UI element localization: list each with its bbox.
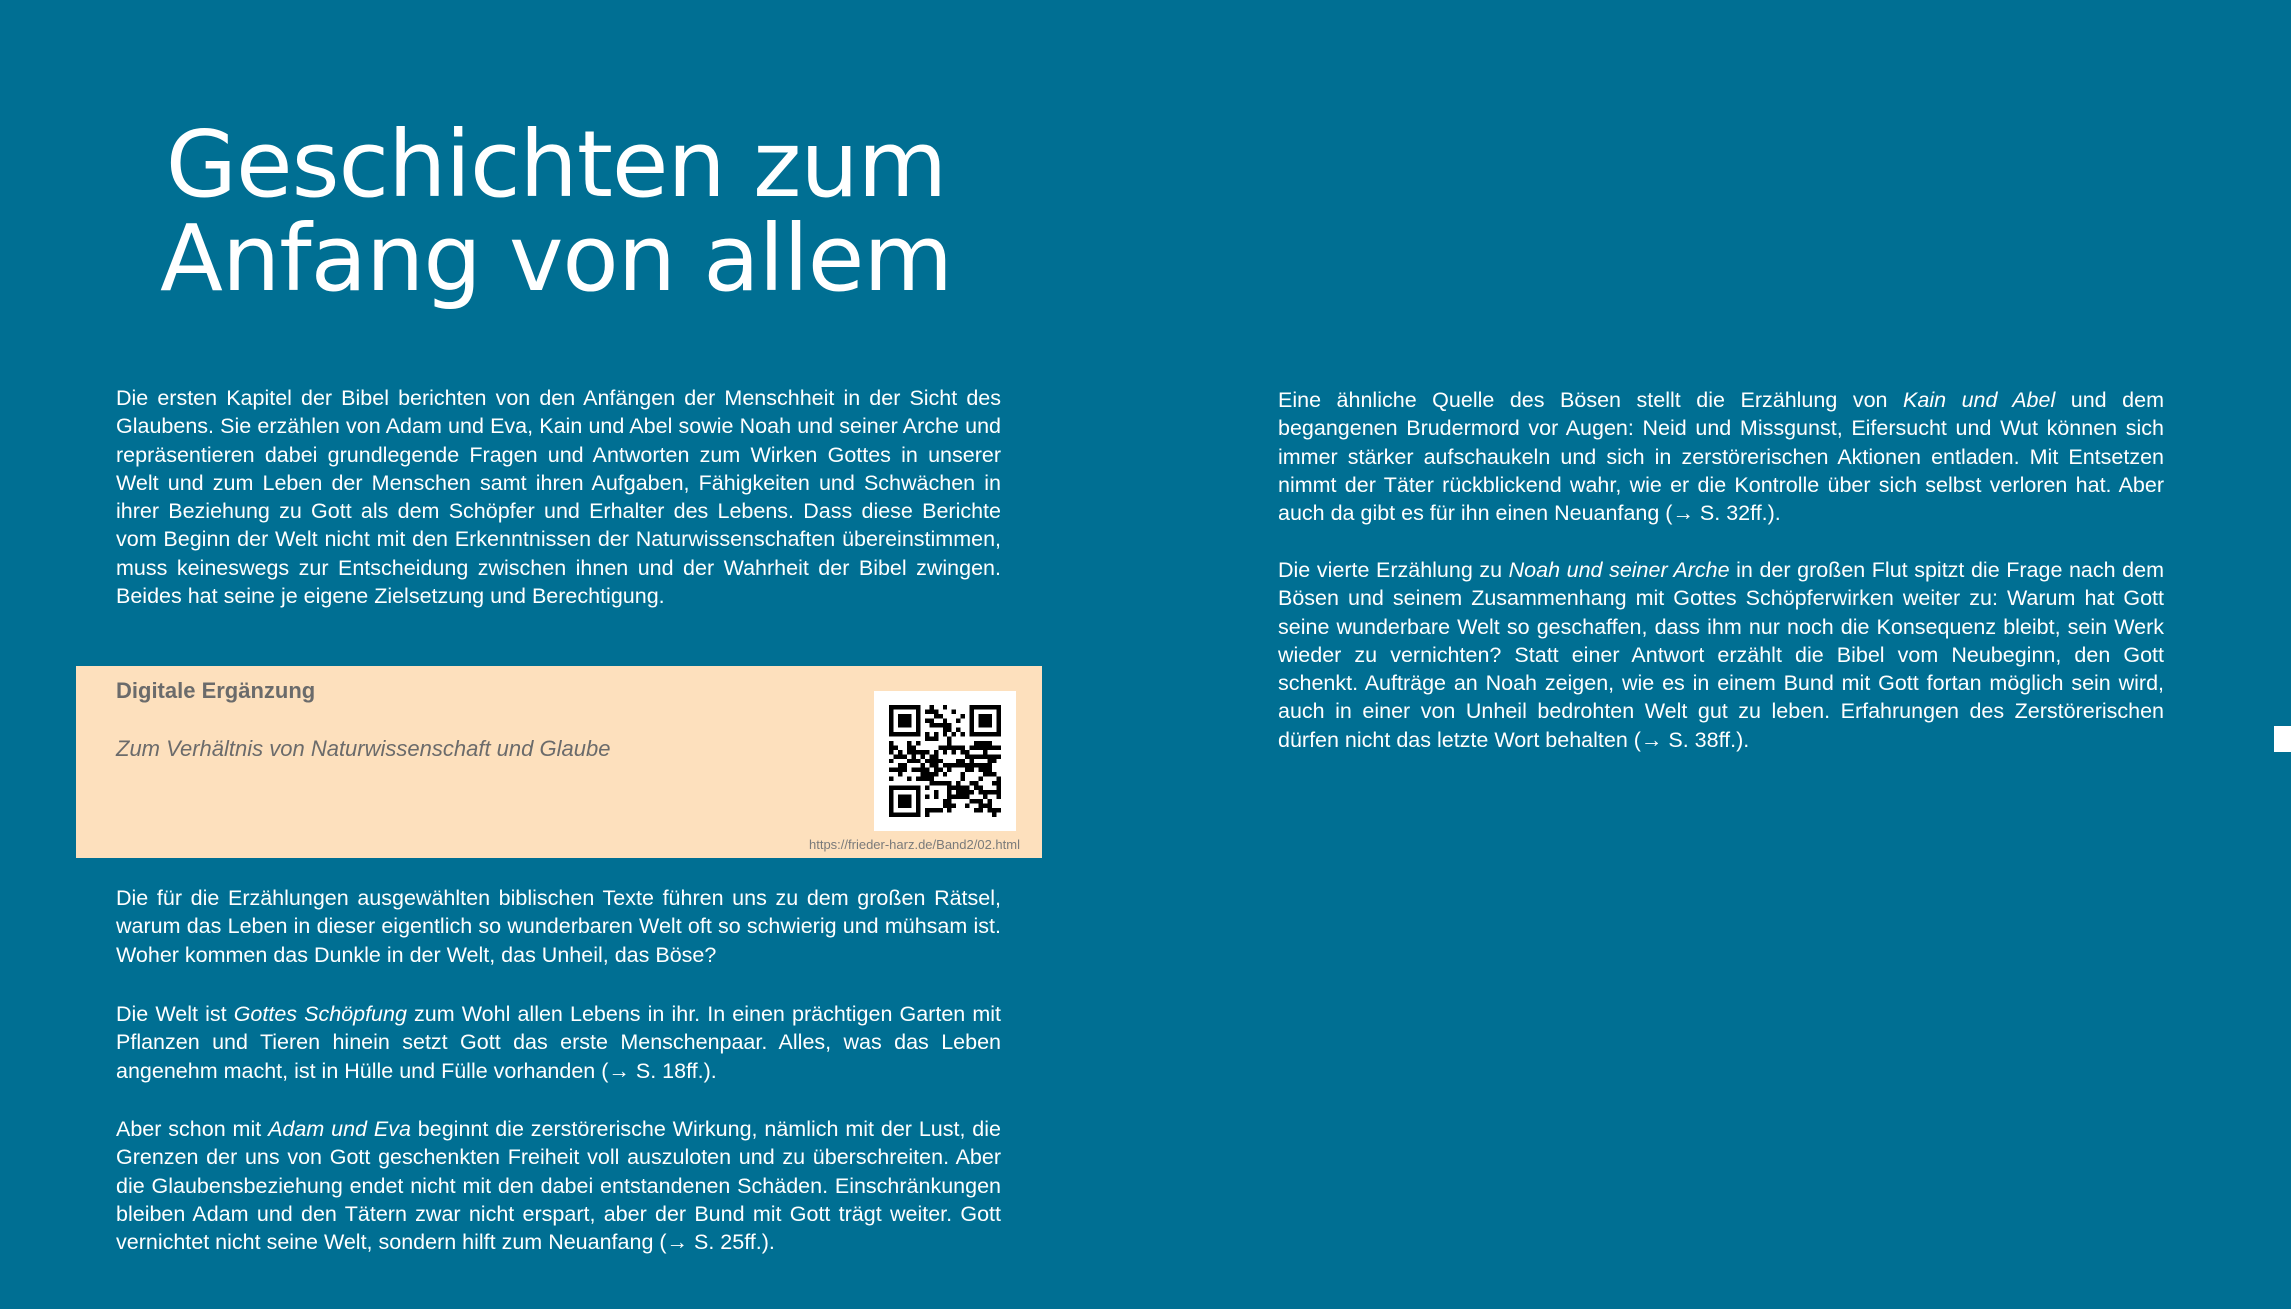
digital-supplement-heading: Digitale Ergänzung bbox=[116, 678, 316, 703]
digital-supplement-url[interactable]: https://frieder-harz.de/Band2/02.html bbox=[808, 837, 1020, 852]
adam-eva-emphasis: Adam und Eva bbox=[268, 1117, 411, 1141]
creation-paragraph-end: zum Wohl allen Lebens in ihr. In einen prächtigen Garten mit Pflanzen und Tieren hinein setzt Gott das erste Menschenpaar. Alles, was das Leben angenehm macht, ist in Hülle und Fülle vorhanden (→ S. 18ff.). bbox=[116, 1002, 1001, 1083]
qr-code-panel[interactable] bbox=[874, 691, 1016, 831]
noah-paragraph bbox=[1278, 556, 2164, 754]
mystery-paragraph: Die für die Erzählungen ausgewählten biblischen Texte führen uns zu dem großen Rätsel, warum das Leben in dieser eigentlich so wunderbaren Welt oft so schwierig und mühsam ist. Woher kommen das Dunkle in der Welt, das Unheil, das Böse? bbox=[116, 886, 1001, 967]
page-edge-marker bbox=[2274, 726, 2291, 752]
noah-paragraph-end: in der großen Flut spitzt die Frage nach dem Bösen und seinem Zusammenhang mit Gottes Schöpferwirken weiter zu: Warum hat Gott seine wunderbare Welt so geschaffen, dass ihm nur noch die Konsequenz bleibt, sein Werk wieder zu vernichten? Statt einer Antwort erzählt die Bibel vom Neubeginn, den Gott schenkt. Aufträge an Noah zeigen, wie es in einem Bund mit Gott fortan möglich sein wird, auch in einer von Unheil bedrohten Welt gut zu leben. Erfahrungen des Zerstörerischen dürfen nicht das letzte Wort behalten (→ S. 38ff.). bbox=[1278, 558, 2164, 752]
kain-abel-paragraph bbox=[1278, 386, 2164, 527]
noah-paragraph-start: Die vierte Erzählung zu bbox=[1278, 558, 1509, 582]
digital-supplement-link[interactable]: Zum Verhältnis von Naturwissenschaft und Glaube bbox=[116, 736, 611, 761]
kain-abel-paragraph-end: und dem begangenen Brudermord vor Augen: Neid und Missgunst, Eifersucht und Wut können sich immer stärker aufschaukeln und sich in zerstörerischen Aktionen entladen. Mit Entsetzen nimmt der Täter rückblickend wahr, wie er die Kontrolle über sich selbst verloren hat. Aber auch da gibt es für ihn einen Neuanfang (→ S. 32ff.). bbox=[1278, 388, 2164, 526]
page-title-line-2: Anfang von allem bbox=[160, 205, 952, 312]
page-title bbox=[116, 111, 996, 312]
adam-eva-paragraph-start: Aber schon mit bbox=[116, 1117, 269, 1141]
page-title-line-1: Geschichten zum bbox=[165, 111, 947, 218]
noah-emphasis: Noah und seiner Arche bbox=[1508, 558, 1730, 582]
kain-abel-paragraph-start: Eine ähnliche Quelle des Bösen stellt die Erzählung von bbox=[1278, 388, 1904, 412]
adam-eva-paragraph bbox=[116, 1115, 1001, 1256]
adam-eva-paragraph-end: beginnt die zerstörerische Wirkung, nämlich mit der Lust, die Grenzen der uns von Gott geschenkten Freiheit voll auszuloten und zu überschreiten. Aber die Glaubensbeziehung endet nicht mit den dabei entstandenen Schäden. Einschränkungen bleiben Adam und den Tätern zwar nicht erspart, aber der Bund mit Gott trägt weiter. Gott vernichtet nicht seine Welt, sondern hilft zum Neuanfang (→ S. 25ff.). bbox=[116, 1117, 1001, 1255]
creation-paragraph bbox=[116, 1000, 1001, 1085]
creation-emphasis: Gottes Schöpfung bbox=[233, 1002, 407, 1026]
kain-abel-emphasis: Kain und Abel bbox=[1903, 388, 2056, 412]
qr-code-icon[interactable] bbox=[889, 705, 1001, 817]
digital-supplement-box bbox=[76, 666, 1042, 858]
creation-paragraph-start: Die Welt ist bbox=[116, 1002, 234, 1026]
intro-paragraph: Die ersten Kapitel der Bibel berichten von den Anfängen der Menschheit in der Sicht des Glaubens. Sie erzählen von Adam und Eva, Kain und Abel sowie Noah und seiner Arche und repräsentieren dabei grundlegende Fragen und Antworten zum Wirken Gottes in unserer Welt und zum Leben der Menschen samt ihren Aufgaben, Fähigkeiten und Schwächen in ihrer Beziehung zu Gott als dem Schöpfer und Erhalter des Lebens. Dass diese Berichte vom Beginn der Welt nicht mit den Erkenntnissen der Naturwissenschaften übereinstimmen, muss keineswegs zur Entscheidung zwischen ihnen und der Wahrheit der Bibel zwingen. Beides hat seine je eigene Zielsetzung und Berechtigung. bbox=[116, 386, 1001, 609]
